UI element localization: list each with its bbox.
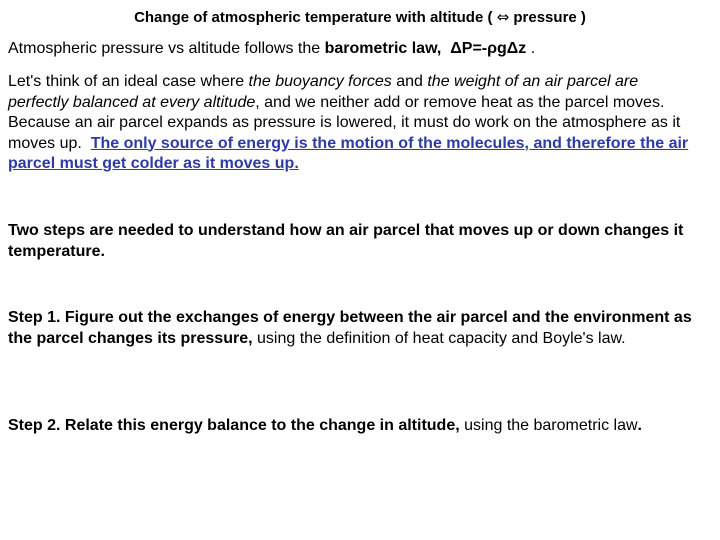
step1-detail: using the definition of heat capacity and Boyle's law. [257, 329, 626, 347]
ideal-case-balance: the weight of an air parcel are perfectly balanced at every altitude [8, 73, 639, 111]
barometric-end: . [530, 40, 536, 57]
barometric-lead: Atmospheric pressure vs altitude follows the [8, 40, 321, 57]
title-suffix: pressure ) [513, 9, 586, 26]
ideal-case-paragraph [8, 72, 698, 175]
barometric-law-label: barometric law, [324, 40, 442, 57]
step2-detail: using the barometric law [464, 417, 638, 434]
ideal-case-buoyancy: the buoyancy forces [248, 73, 392, 90]
double-arrow-icon: ⇔ [496, 8, 510, 26]
ideal-case-and: and [396, 73, 423, 90]
slide-title [0, 7, 720, 28]
step1-heading: Step 1. Figure out the exchanges of energy between the air parcel and the environment as the parcel changes its pressure, [8, 309, 692, 347]
ideal-case-part1: Let's think of an ideal case where [8, 73, 245, 90]
ideal-case-part3: , and we neither add or remove heat as the parcel moves. Because an air parcel expands as pressure is lowered, it must do work on the atmosphere as it moves up. [8, 93, 681, 152]
barometric-equation: ΔP=-ρgΔz [450, 40, 527, 57]
two-steps-text: Two steps are needed to understand how an air parcel that moves up or down changes it temperature. [8, 222, 684, 260]
title-text: Change of atmospheric temperature with altitude ( [134, 9, 493, 26]
energy-conclusion: The only source of energy is the motion of the molecules, and therefore the air parcel must get colder as it moves up. [8, 134, 689, 172]
step2-heading: Step 2. Relate this energy balance to the change in altitude, [8, 417, 460, 434]
step1-paragraph [8, 308, 698, 349]
barometric-paragraph [8, 39, 698, 60]
two-steps-paragraph [8, 221, 698, 262]
step2-end: . [637, 417, 642, 434]
step2-paragraph [8, 416, 698, 437]
